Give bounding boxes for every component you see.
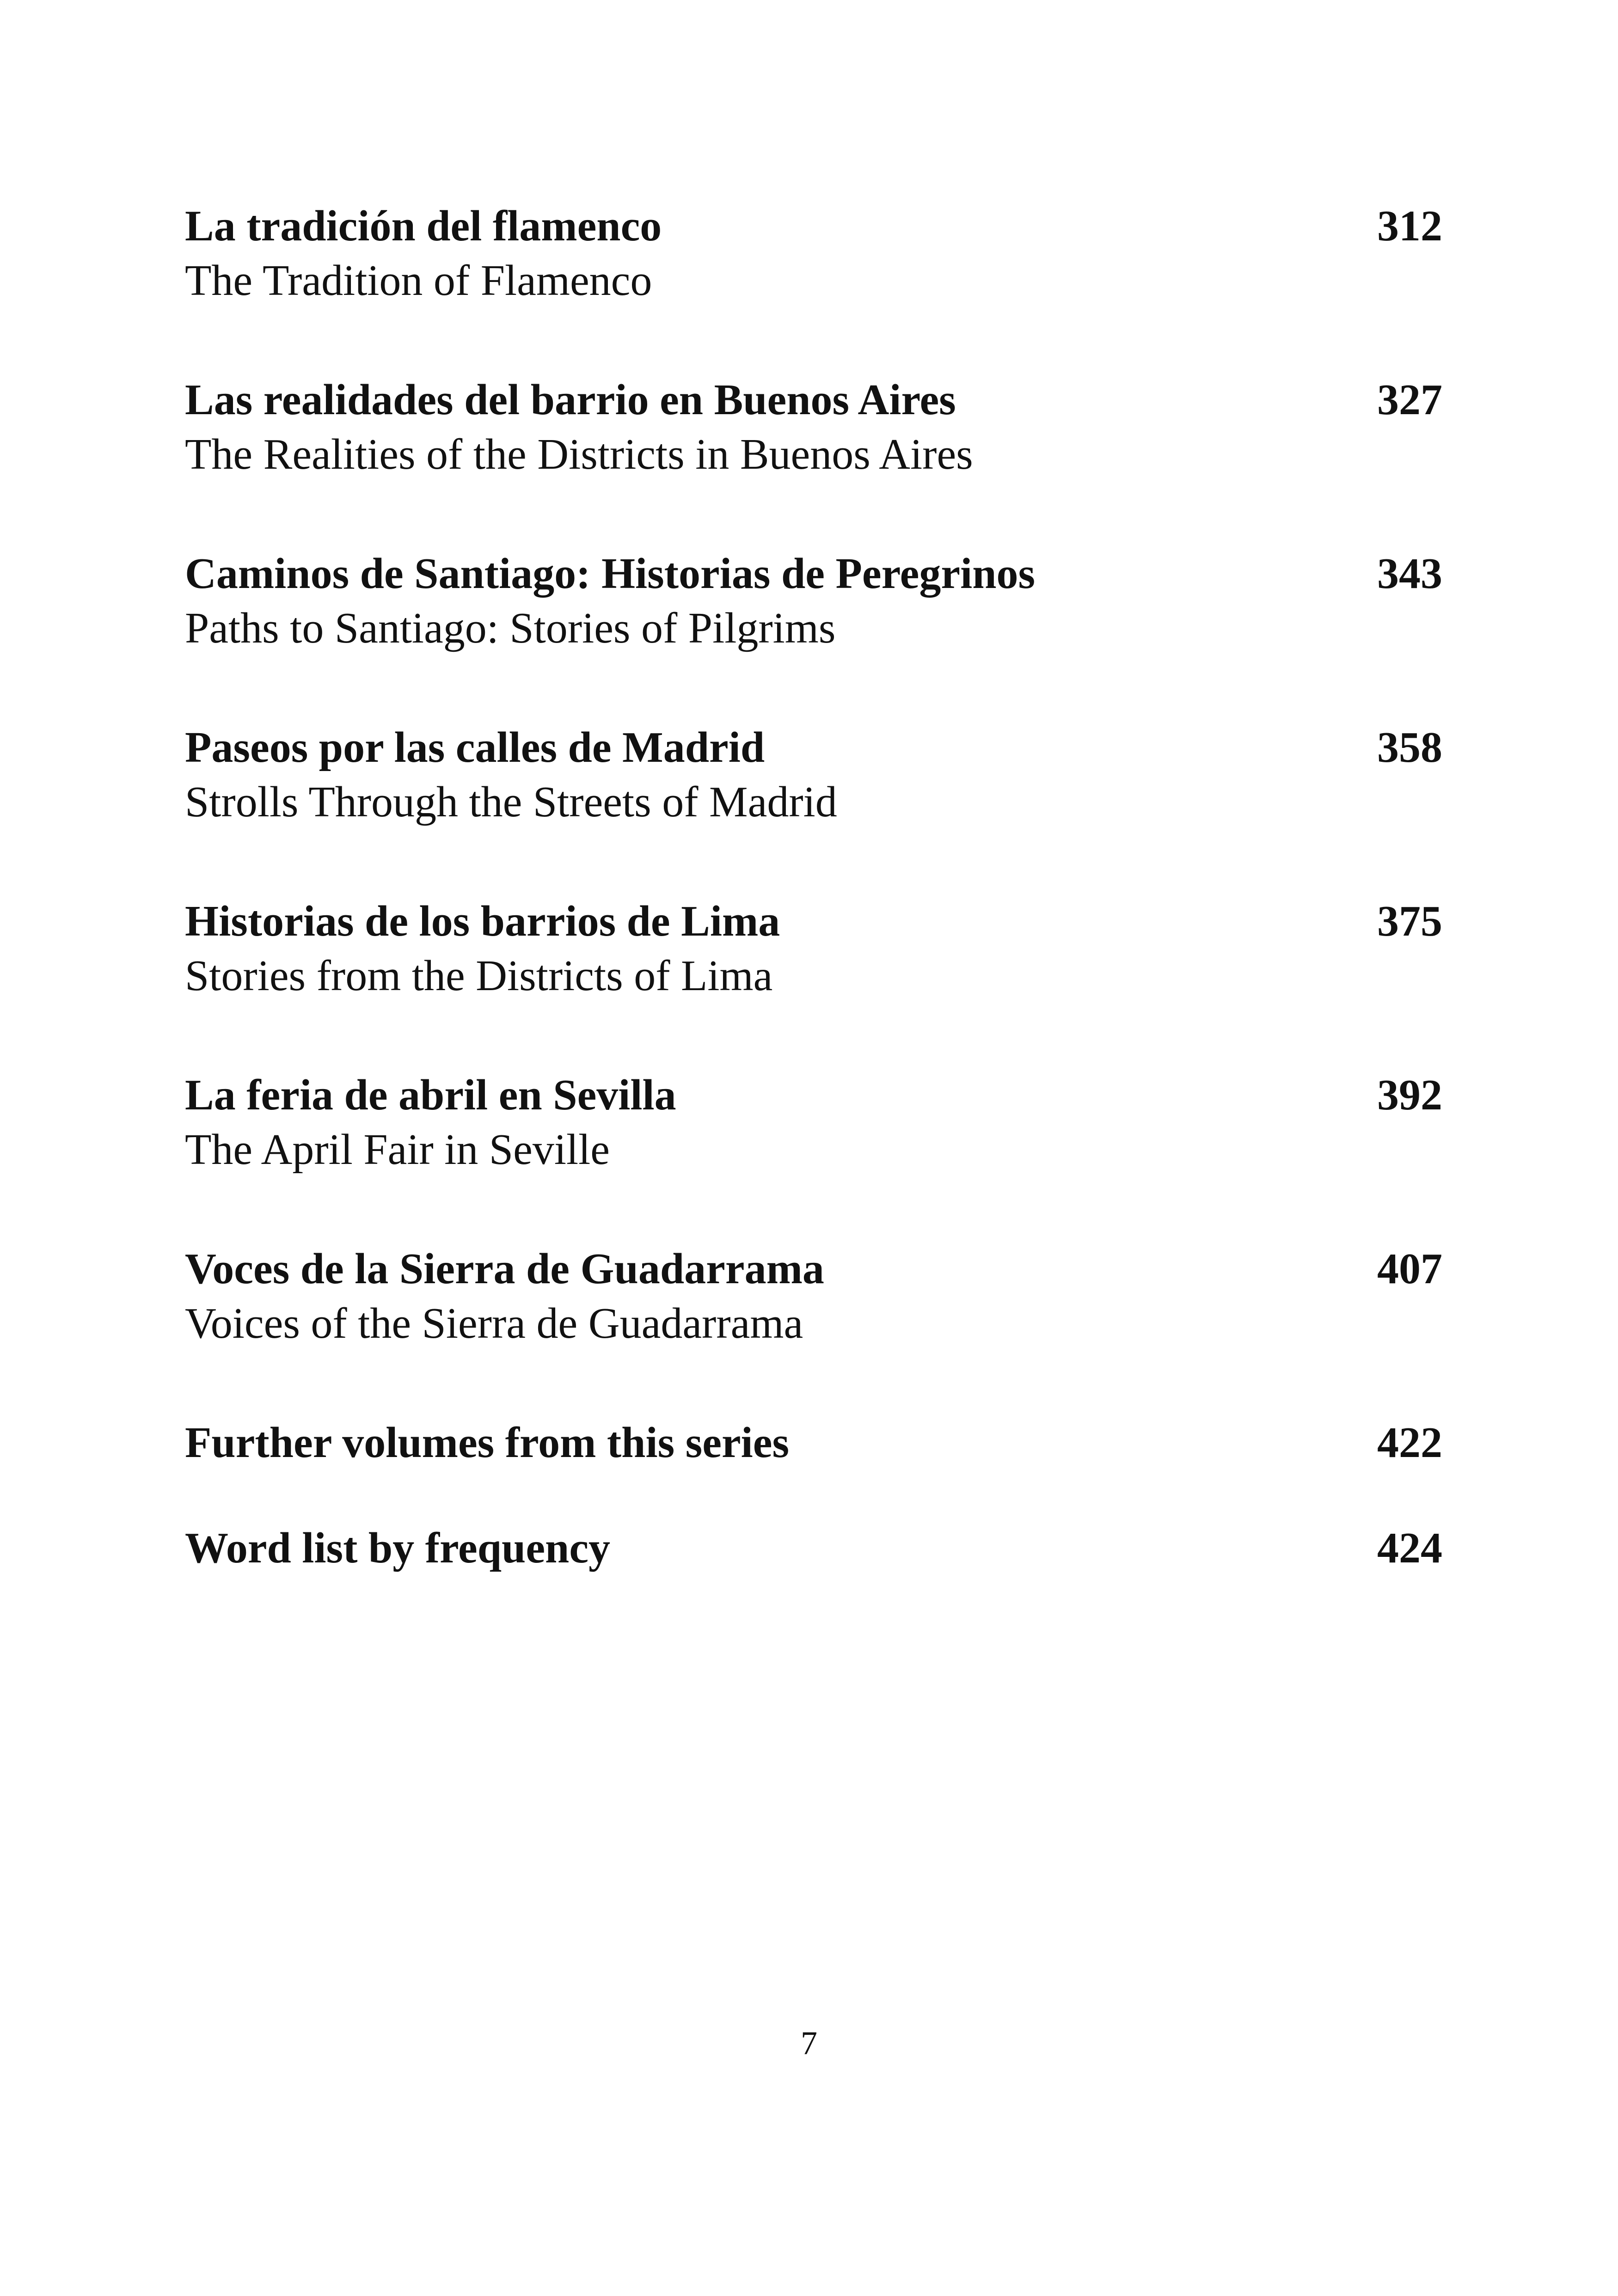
- table-of-contents: [185, 199, 1442, 1575]
- toc-entry: [185, 1068, 1442, 1177]
- toc-entry: [185, 373, 1442, 482]
- toc-entry-page: 424: [1377, 1524, 1442, 1572]
- toc-entry: [185, 720, 1442, 829]
- toc-entry-subtitle: Paths to Santiago: Stories of Pilgrims: [185, 604, 836, 652]
- toc-entry-title: Caminos de Santiago: Historias de Peregrinos: [185, 550, 1036, 598]
- toc-entry: [185, 546, 1442, 655]
- toc-entry-title: La feria de abril en Sevilla: [185, 1071, 676, 1119]
- toc-entry: [185, 1415, 1442, 1470]
- toc-entry-page: 375: [1377, 897, 1442, 945]
- toc-entry-subtitle: The Tradition of Flamenco: [185, 257, 652, 305]
- toc-entry-title: Historias de los barrios de Lima: [185, 897, 780, 945]
- toc-entry: [185, 894, 1442, 1003]
- toc-entry-subtitle: The April Fair in Seville: [185, 1126, 610, 1174]
- toc-entry-page: 407: [1377, 1245, 1442, 1293]
- toc-entry-subtitle: Strolls Through the Streets of Madrid: [185, 778, 837, 826]
- toc-entry-title: Voces de la Sierra de Guadarrama: [185, 1245, 824, 1293]
- toc-entry-title: Further volumes from this series: [185, 1419, 790, 1467]
- toc-entry: [185, 199, 1442, 308]
- toc-entry: [185, 1521, 1442, 1575]
- toc-entry-title: Paseos por las calles de Madrid: [185, 723, 765, 771]
- toc-entry-subtitle: The Realities of the Districts in Buenos Aires: [185, 430, 973, 478]
- toc-entry-title: La tradición del flamenco: [185, 202, 662, 250]
- toc-entry-page: 358: [1377, 723, 1442, 771]
- toc-entry-subtitle: Voices of the Sierra de Guadarrama: [185, 1299, 803, 1347]
- toc-entry-page: 312: [1377, 202, 1442, 250]
- toc-entry-title: Word list by frequency: [185, 1524, 611, 1572]
- toc-entry: [185, 1242, 1442, 1351]
- toc-entry-subtitle: Stories from the Districts of Lima: [185, 952, 773, 1000]
- toc-entry-page: 343: [1377, 550, 1442, 598]
- toc-entry-title: Las realidades del barrio en Buenos Aires: [185, 376, 956, 424]
- toc-entry-page: 392: [1377, 1071, 1442, 1119]
- toc-entry-page: 422: [1377, 1419, 1442, 1467]
- toc-entry-page: 327: [1377, 376, 1442, 424]
- page-number: 7: [801, 2025, 817, 2062]
